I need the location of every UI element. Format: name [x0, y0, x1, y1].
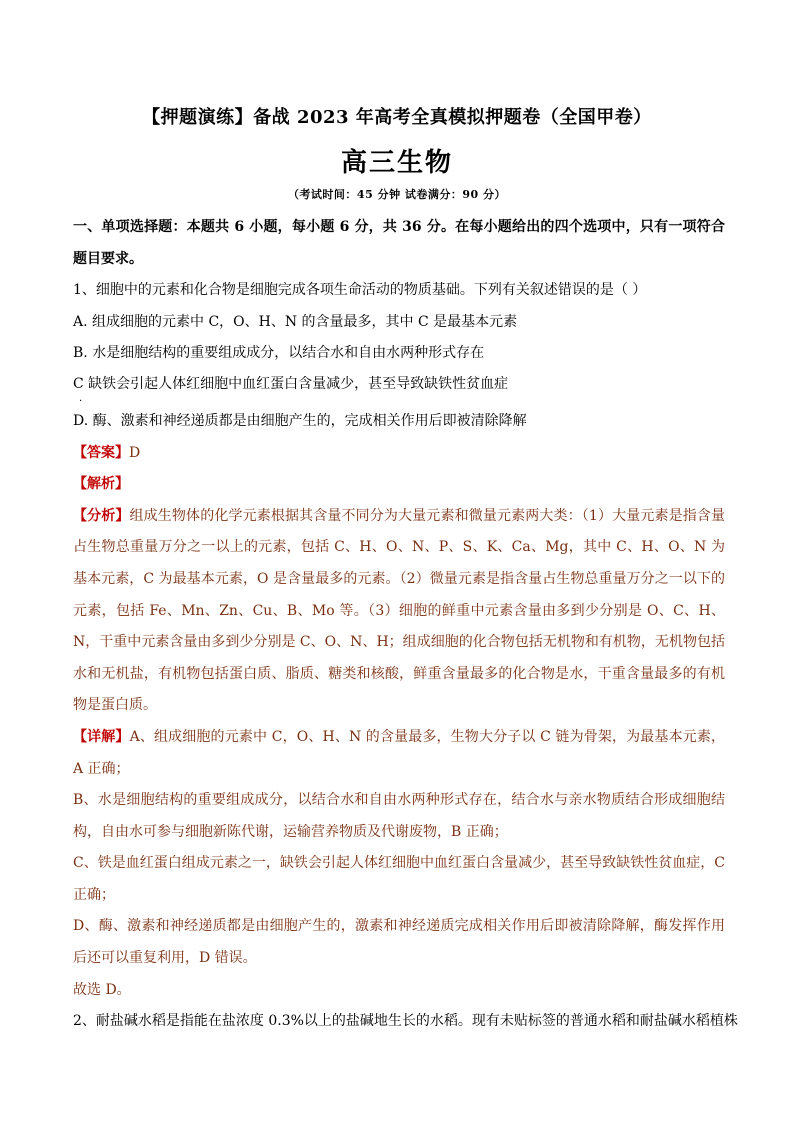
xiangjie-paragraph-d: D、酶、激素和神经递质都是由细胞产生的，激素和神经递质完成相关作用后即被清除降解，酶发挥作用后还可以重复利用，D 错误。 [73, 918, 725, 967]
question-1-option-d: D. 酶、激素和神经递质都是由细胞产生的，完成相关作用后即被清除降解 [73, 412, 527, 429]
xiangjie-tag: 【详解】 [73, 728, 130, 745]
exam-meta: （考试时间：45 分钟 试卷满分：90 分） [287, 188, 507, 201]
fenxi-tag: 【分析】 [73, 507, 130, 524]
conclusion: 故选 D。 [73, 981, 131, 998]
analysis-heading [73, 469, 725, 501]
xiangjie-a-text: A、组成细胞的元素中 C，O、H、N 的含量最多，生物大分子以 C 链为骨架，为最基本元素，A 正确； [73, 728, 725, 777]
xiangjie-paragraph-b: B、水是细胞结构的重要组成成分，以结合水和自由水两种形式存在，结合水与亲水物质结合形成细胞结构，自由水可参与细胞新陈代谢，运输营养物质及代谢废物，B 正确； [73, 792, 725, 840]
option-c-dot-mark: · [79, 395, 83, 407]
answer-line [73, 438, 725, 470]
question-1-option-b: B. 水是细胞结构的重要组成成分，以结合水和自由水两种形式存在 [73, 345, 485, 362]
xiangjie-paragraph-a [73, 722, 725, 785]
section-heading: 一、单项选择题：本题共 6 小题，每小题 6 分，共 36 分。在每小题给出的四个选项中，只有一项符合题目要求。 [73, 219, 725, 267]
fenxi-text: 组成生物体的化学元素根据其含量不同分为大量元素和微量元素两大类：（1）大量元素是指含量占生物总重量万分之一以上的元素，包括 C、H、O、N、P、S、K、Ca、Mg，其中 C、H、O、N 为基本元素，C 为最基本元素，O 是含量最多的元素。（2）微量元素是指含量占生物总重量万分之一以下的元素，包括 Fe、Mn、Zn、Cu、B、Mo 等。（3）细胞的鲜重中元素含量由多到少分别是 O、C、H、N，干重中元素含量由多到少分别是 C、O、N、H；组成细胞的化合物包括无机物和有机物，无机物包括水和无机盐，有机物包括蛋白质、脂质、糖类和核酸，鲜重含量最多的化合物是水，干重含量最多的有机物是蛋白质。 [73, 507, 725, 714]
exam-title: 【押题演练】备战 2023 年高考全真模拟押题卷（全国甲卷） [142, 107, 652, 128]
analysis-tag: 【解析】 [73, 476, 129, 493]
answer-tag: 【答案】 [73, 444, 129, 461]
question-2-stem: 2、耐盐碱水稻是指能在盐浓度 0.3%以上的盐碱地生长的水稻。现有未贴标签的普通水稻和耐盐碱水稻植株 [73, 1013, 738, 1030]
fenxi-paragraph [73, 501, 725, 722]
xiangjie-paragraph-c: C、铁是血红蛋白组成元素之一，缺铁会引起人体红细胞中血红蛋白含量减少，甚至导致缺铁性贫血症，C 正确； [73, 855, 725, 903]
question-1-stem: 1、细胞中的元素和化合物是细胞完成各项生命活动的物质基础。下列有关叙述错误的是（ ） [73, 282, 647, 299]
subject-title: 高三生物 [340, 148, 453, 178]
question-1-option-a: A. 组成细胞的元素中 C，O、H、N 的含量最多，其中 C 是最基本元素 [73, 313, 518, 330]
question-1-option-c: C 缺铁会引起人体红细胞中血红蛋白含量减少，甚至导致缺铁性贫血症 [73, 375, 509, 392]
answer-value: D [129, 444, 141, 461]
exam-content [73, 212, 738, 1038]
